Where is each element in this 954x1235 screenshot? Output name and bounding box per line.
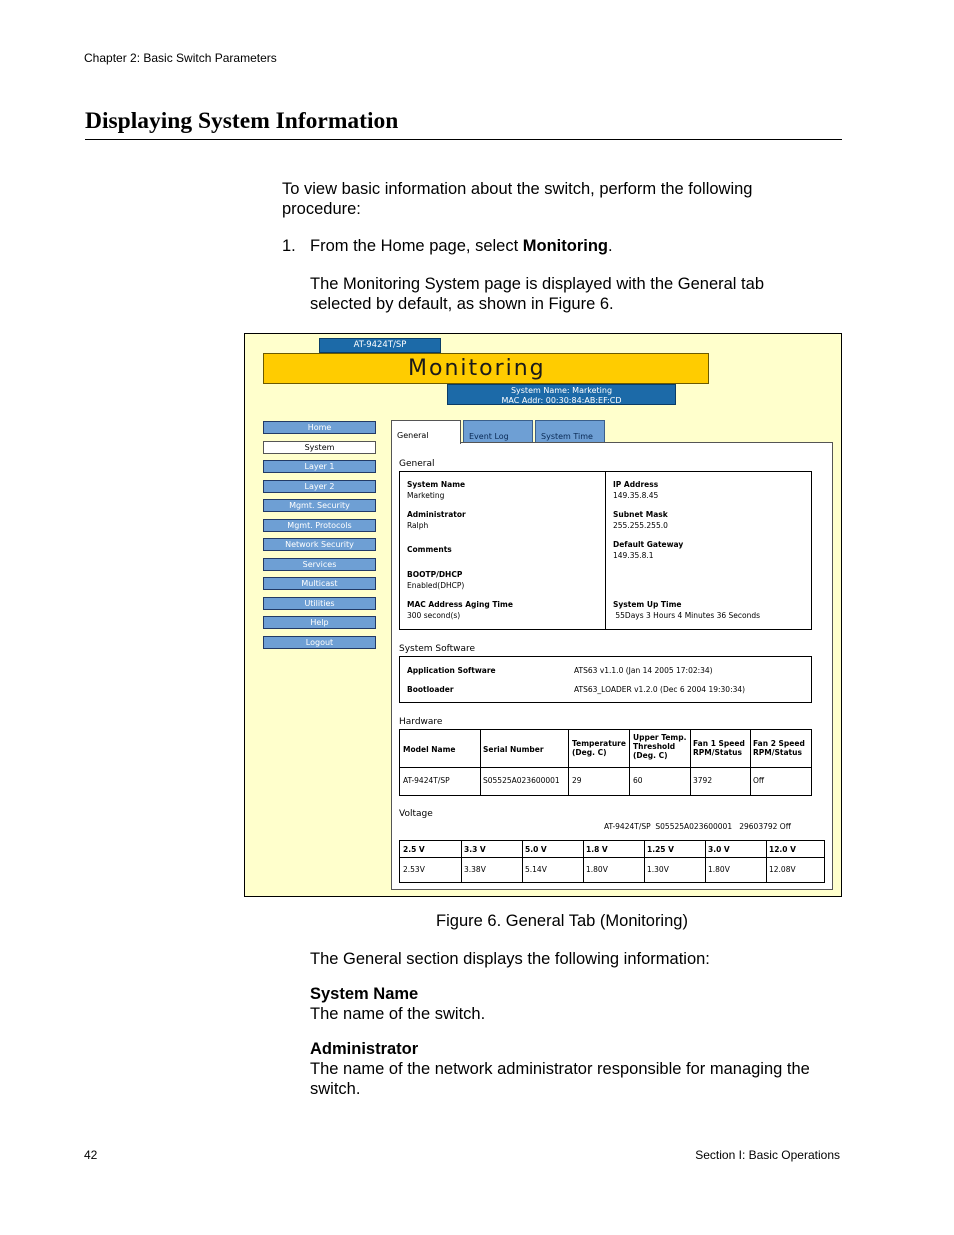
step-text-before: From the Home page, select [310, 237, 523, 255]
after-figure-text: The General section displays the following information: [310, 950, 710, 968]
nav-multicast[interactable]: Multicast [263, 577, 376, 590]
monitoring-screenshot [244, 333, 842, 897]
footer-section: Section I: Basic Operations [695, 1148, 840, 1162]
title-rule [85, 139, 842, 140]
banner-text: Monitoring [408, 356, 546, 381]
hw-header-temp: Temperature (Deg. C) [572, 739, 626, 757]
running-head: Chapter 2: Basic Switch Parameters [84, 51, 277, 65]
hw-header-model: Model Name [403, 745, 456, 754]
hw-header-threshold: Upper Temp. Threshold (Deg. C) [633, 733, 687, 760]
definition-term-system-name: System Name [310, 985, 419, 1003]
hw-serial-value: S05525A023600001 [483, 776, 560, 785]
step-number: 1. [282, 237, 296, 255]
definition-desc-system-name: The name of the switch. [310, 1005, 486, 1023]
v-col-div-4 [644, 841, 645, 882]
nav-logout[interactable]: Logout [263, 636, 376, 649]
hw-threshold-value: 60 [633, 776, 643, 785]
bootp-dhcp-value: Enabled(DHCP) [407, 581, 465, 590]
hw-header-serial: Serial Number [483, 745, 544, 754]
tab-general[interactable]: General [391, 420, 461, 444]
system-info-bar [447, 384, 676, 405]
software-box [399, 656, 812, 703]
subnet-mask-label: Subnet Mask [613, 510, 668, 519]
administrator-value: Ralph [407, 521, 429, 530]
v-col-div-2 [522, 841, 523, 882]
administrator-label: Administrator [407, 510, 466, 519]
nav-layer-1[interactable]: Layer 1 [263, 460, 376, 473]
mac-address-line: MAC Addr: 00:30:84:AB:EF:CD [501, 395, 622, 405]
hw-col-div-1 [480, 730, 481, 795]
hardware-table [399, 729, 812, 796]
nav-mgmt-security[interactable]: Mgmt. Security [263, 499, 376, 512]
v-value-2-5: 2.53V [403, 865, 425, 874]
page-number: 42 [84, 1148, 98, 1162]
page-title: Displaying System Information [85, 108, 399, 134]
nav-help[interactable]: Help [263, 616, 376, 629]
system-name-line: System Name: Marketing [510, 386, 613, 395]
step-note: The Monitoring System page is displayed with the General tab selected by default, as shown in Figure 6. [310, 275, 764, 313]
definition-term-administrator: Administrator [310, 1040, 419, 1058]
system-name-value: Marketing [407, 491, 445, 500]
step-text [310, 236, 613, 256]
v-header-3-3: 3.3 V [464, 845, 486, 854]
hw-fan1-value: 3792 [693, 776, 713, 785]
comments-label: Comments [407, 545, 452, 554]
nav-network-security[interactable]: Network Security [263, 538, 376, 551]
subnet-mask-value: 255.255.255.0 [613, 521, 668, 530]
mac-aging-label: MAC Address Aging Time [407, 600, 513, 609]
hw-header-fan1: Fan 1 Speed RPM/Status [693, 739, 745, 757]
voltage-section-title: Voltage [399, 809, 433, 819]
application-software-label: Application Software [407, 666, 496, 675]
v-value-1-8: 1.80V [586, 865, 608, 874]
v-value-3-0: 1.80V [708, 865, 730, 874]
v-header-1-8: 1.8 V [586, 845, 608, 854]
general-panel [391, 442, 833, 890]
software-section-title: System Software [399, 644, 476, 654]
v-value-5-0: 5.14V [525, 865, 547, 874]
v-header-12-0: 12.0 V [769, 845, 796, 854]
v-value-12-0: 12.08V [769, 865, 796, 874]
nav-services[interactable]: Services [263, 558, 376, 571]
bootp-dhcp-label: BOOTP/DHCP [407, 570, 463, 579]
monitoring-banner [263, 353, 709, 384]
nav-layer-2[interactable]: Layer 2 [263, 480, 376, 493]
v-header-5-0: 5.0 V [525, 845, 547, 854]
default-gateway-label: Default Gateway [613, 540, 684, 549]
v-header-2-5: 2.5 V [403, 845, 425, 854]
hw-col-div-2 [568, 730, 569, 795]
voltage-table [399, 840, 825, 883]
hardware-section-title: Hardware [399, 717, 443, 727]
nav-home[interactable]: Home [263, 421, 376, 434]
default-gateway-value: 149.35.8.1 [613, 551, 654, 560]
bootloader-value: ATS63_LOADER v1.2.0 (Dec 6 2004 19:30:34) [574, 685, 746, 694]
intro-paragraph: To view basic information about the switch, perform the following procedure: [282, 180, 753, 218]
device-label: AT-9424T/SP [319, 338, 441, 353]
mac-aging-value: 300 second(s) [407, 611, 461, 620]
hw-fan2-value: Off [753, 776, 765, 785]
tab-system-time[interactable]: System Time [535, 420, 605, 443]
bootloader-label: Bootloader [407, 685, 454, 694]
v-value-3-3: 3.38V [464, 865, 486, 874]
figure-caption: Figure 6. General Tab (Monitoring) [436, 912, 688, 930]
nav-system[interactable]: System [263, 441, 376, 454]
tab-event-log[interactable]: Event Log [463, 420, 533, 443]
v-col-div-3 [583, 841, 584, 882]
nav-mgmt-protocols[interactable]: Mgmt. Protocols [263, 519, 376, 532]
hw-col-div-5 [750, 730, 751, 795]
hw-model-value: AT-9424T/SP [403, 776, 450, 785]
step-text-bold: Monitoring [522, 237, 608, 255]
hw-temp-value: 29 [572, 776, 582, 785]
ip-address-value: 149.35.8.45 [613, 491, 659, 500]
v-header-3-0: 3.0 V [708, 845, 730, 854]
v-col-div-6 [766, 841, 767, 882]
system-up-time-label: System Up Time [613, 600, 682, 609]
hw-header-fan2: Fan 2 Speed RPM/Status [753, 739, 805, 757]
hw-col-div-4 [690, 730, 691, 795]
application-software-value: ATS63 v1.1.0 (Jan 14 2005 17:02:34) [574, 666, 713, 675]
system-name-label: System Name [407, 480, 466, 489]
voltage-header-rule [400, 857, 824, 858]
v-value-1-25: 1.30V [647, 865, 669, 874]
general-box [399, 471, 812, 630]
definition-desc-administrator: The name of the network administrator responsible for managing the switch. [310, 1060, 810, 1098]
step-text-after: . [608, 237, 613, 255]
v-col-div-1 [461, 841, 462, 882]
general-section-title: General [399, 459, 435, 469]
voltage-summary: AT-9424T/SP S05525A023600001 29603792 Off [604, 822, 791, 831]
ip-address-label: IP Address [613, 480, 659, 489]
system-up-time-value: 55Days 3 Hours 4 Minutes 36 Seconds [613, 611, 761, 620]
v-col-div-5 [705, 841, 706, 882]
v-header-1-25: 1.25 V [647, 845, 674, 854]
general-divider [605, 472, 606, 629]
nav-utilities[interactable]: Utilities [263, 597, 376, 610]
